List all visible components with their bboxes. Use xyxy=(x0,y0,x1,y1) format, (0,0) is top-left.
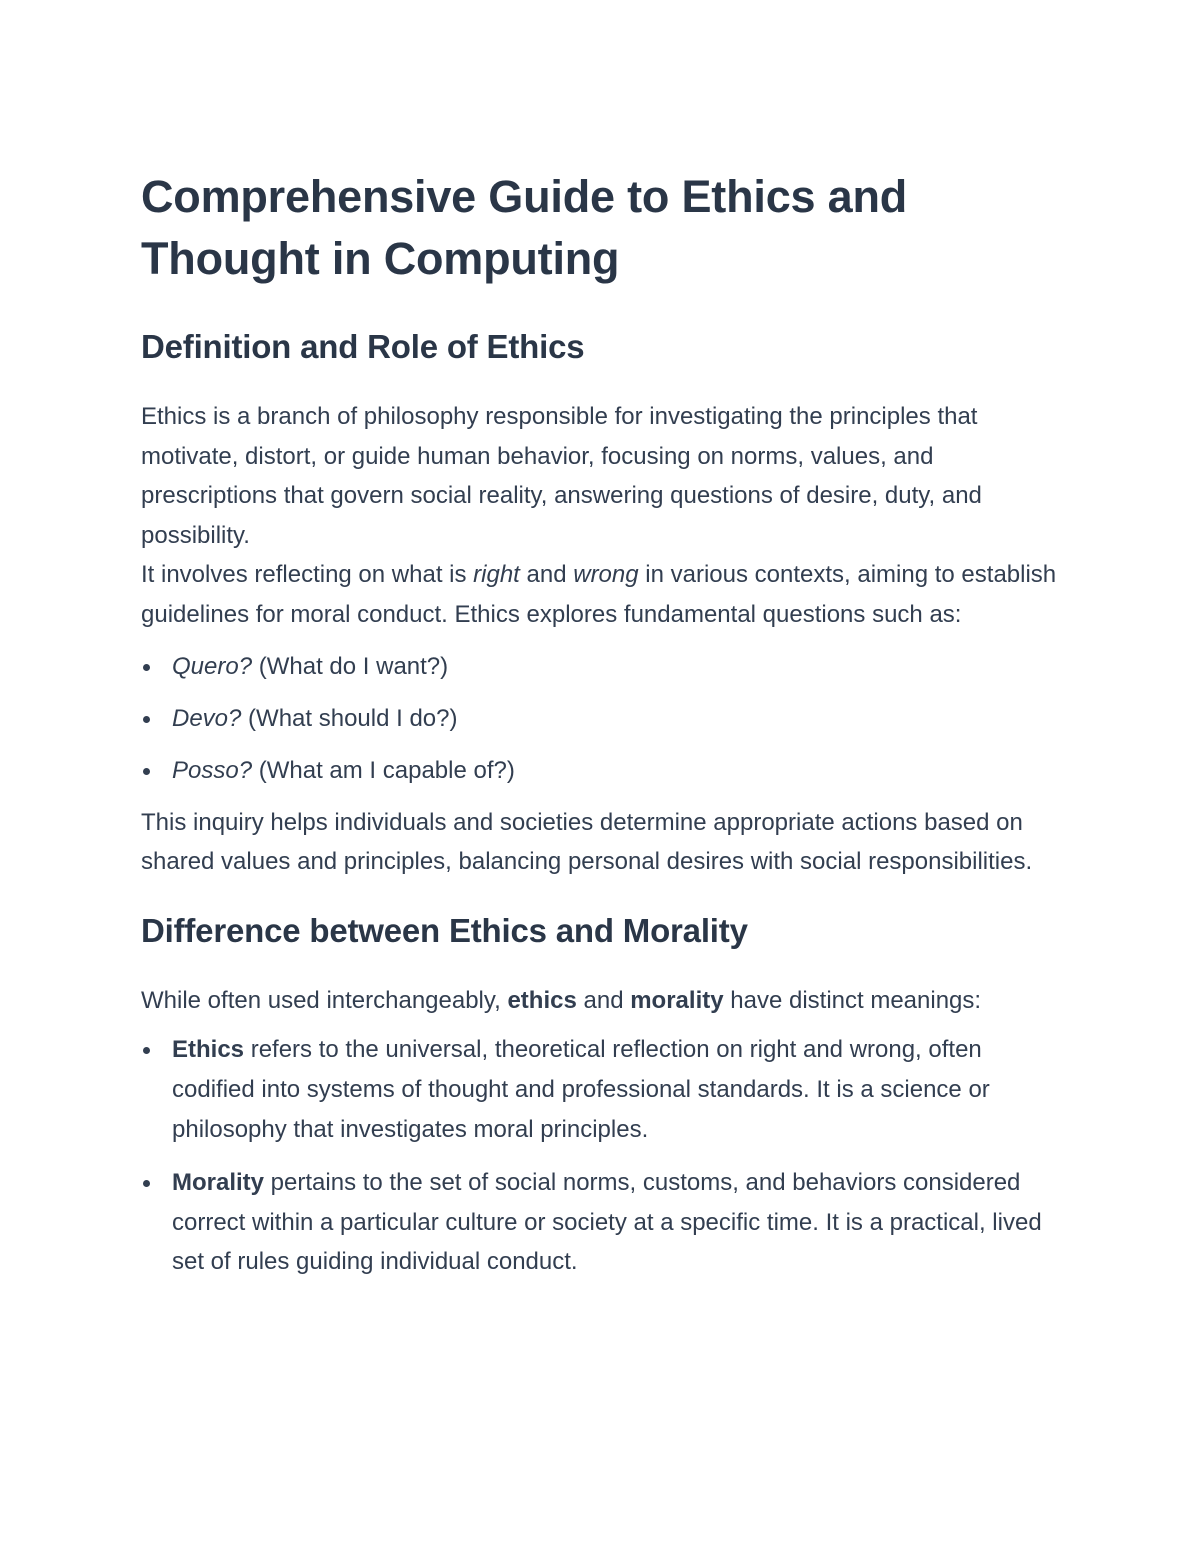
bold-ethics: ethics xyxy=(507,986,577,1014)
text-segment: in various contexts, aiming to establish guidelines for moral conduct. Ethics explores fundamental questions such as: xyxy=(141,561,1057,628)
question-term: Devo? xyxy=(172,704,242,732)
question-term: Quero? xyxy=(172,652,253,680)
question-translation: (What should I do?) xyxy=(241,704,458,732)
definition-term: Ethics xyxy=(172,1036,245,1064)
paragraph-ethics-reflection xyxy=(141,555,1066,634)
section-heading-difference: Difference between Ethics and Morality xyxy=(141,911,748,949)
bullet-icon xyxy=(143,1180,150,1187)
section-heading-definition: Definition and Role of Ethics xyxy=(141,328,585,365)
question-term: Posso? xyxy=(172,756,253,784)
definitions-list xyxy=(141,1030,1066,1282)
list-item xyxy=(141,1030,1066,1149)
list-item xyxy=(141,699,1066,739)
list-item xyxy=(141,751,1066,791)
questions-list xyxy=(141,647,1066,791)
emphasis-wrong: wrong xyxy=(573,561,639,589)
paragraph-difference-intro xyxy=(141,981,1066,1021)
paragraph-ethics-definition: Ethics is a branch of philosophy responsible for investigating the principles that motivate, distort, or guide human behavior, focusing on norms, values, and prescriptions that govern social reality, answering questions of desire, duty, and possibility. xyxy=(141,403,982,549)
bullet-icon xyxy=(143,664,150,671)
bullet-icon xyxy=(143,716,150,723)
question-translation: (What am I capable of?) xyxy=(252,756,515,784)
text-segment: and xyxy=(576,986,631,1014)
list-item xyxy=(141,1163,1066,1282)
question-translation: (What do I want?) xyxy=(252,652,449,680)
definition-text: pertains to the set of social norms, customs, and behaviors considered correct within a particular culture or society at a specific time. It is a practical, lived set of rules guiding individual conduct. xyxy=(172,1169,1042,1276)
text-segment: have distinct meanings: xyxy=(723,986,982,1014)
list-item xyxy=(141,647,1066,687)
paragraph-inquiry: This inquiry helps individuals and societies determine appropriate actions based on shared values and principles, balancing personal desires with social responsibilities. xyxy=(141,808,1033,876)
definition-text: refers to the universal, theoretical reflection on right and wrong, often codified into systems of thought and professional standards. It is a science or philosophy that investigates moral principles. xyxy=(172,1036,990,1143)
document-page xyxy=(141,166,1066,1296)
text-segment: It involves reflecting on what is xyxy=(141,561,474,589)
bold-morality: morality xyxy=(630,986,724,1014)
text-segment: While often used interchangeably, xyxy=(141,986,508,1014)
emphasis-right: right xyxy=(473,561,520,589)
definition-term: Morality xyxy=(172,1169,265,1197)
text-segment: and xyxy=(519,561,574,589)
document-title: Comprehensive Guide to Ethics and Thought in Computing xyxy=(141,171,908,284)
bullet-icon xyxy=(143,768,150,775)
bullet-icon xyxy=(143,1047,150,1054)
